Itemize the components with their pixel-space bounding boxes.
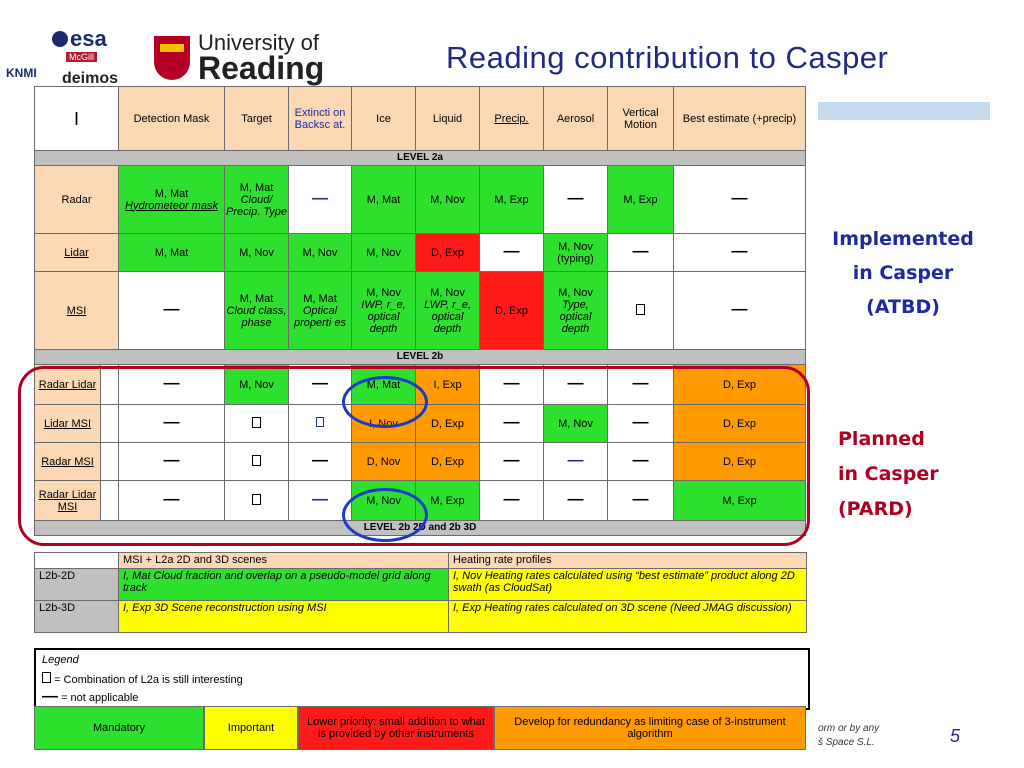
level-2b-2d-3d-label: LEVEL 2b 2D and 2b 3D — [35, 521, 806, 536]
cell: M, Exp — [608, 166, 674, 234]
cell-na: — — [289, 365, 352, 405]
cell: M, Exp — [480, 166, 544, 234]
cell — [119, 166, 225, 234]
cell: M, Nov — [225, 234, 289, 272]
cell: M, Exp — [674, 481, 806, 521]
highlight-oval — [342, 376, 428, 428]
lower-cell: I, Exp Heating rates calculated on 3D scene (Need JMAG discussion) — [449, 601, 807, 633]
header-best-estimate: Best estimate (+precip) — [674, 87, 806, 151]
cell — [352, 272, 416, 350]
header-ice: Ice — [352, 87, 416, 151]
cell — [289, 272, 352, 350]
reading-crest-icon — [154, 36, 190, 80]
cell: D, Exp — [416, 234, 480, 272]
title-decoration-bar — [818, 102, 990, 120]
row-label-lidar: Lidar — [35, 234, 119, 272]
knmi-logo: KNMI — [6, 66, 37, 80]
cell: M, Mat — [352, 166, 416, 234]
cell-na: — — [674, 272, 806, 350]
cell: D, Exp — [674, 365, 806, 405]
cell-na: — — [544, 443, 608, 481]
cell-na: — — [119, 365, 225, 405]
cell: D, Nov — [352, 443, 416, 481]
cell-subtext: Type, optical depth — [559, 298, 592, 335]
cell-na: — — [119, 443, 225, 481]
cell: D, Exp — [416, 443, 480, 481]
implemented-line: in Casper — [852, 262, 954, 284]
cell-na: — — [674, 166, 806, 234]
cell-subtext: Cloud/ Precip. Type — [226, 193, 287, 218]
priority-mandatory: Mandatory — [34, 706, 204, 750]
cell-text: M, Nov — [366, 286, 401, 299]
cell-na: — — [480, 481, 544, 521]
header-target: Target — [225, 87, 289, 151]
cell: D, Exp — [480, 272, 544, 350]
footer-line: orm or by any — [818, 723, 880, 734]
row-label-radar-lidar-msi: Radar Lidar MSI — [35, 481, 101, 521]
row-label-radar: Radar — [35, 166, 119, 234]
cell-na: — — [608, 365, 674, 405]
level-2b-label: LEVEL 2b — [35, 350, 806, 365]
mcgill-logo: McGill — [66, 52, 97, 62]
cell: D, Exp — [674, 443, 806, 481]
cell-na: — — [480, 365, 544, 405]
header-liquid: Liquid — [416, 87, 480, 151]
cell — [544, 272, 608, 350]
cell-na: — — [544, 166, 608, 234]
lower-row-label-2d: L2b-2D — [35, 569, 119, 601]
cell-subtext: Optical properti es — [294, 304, 346, 329]
level-2a-label: LEVEL 2a — [35, 151, 806, 166]
legend-na — [42, 688, 138, 706]
row-label-lidar-msi: Lidar MSI — [35, 405, 101, 443]
cell-na: — — [544, 481, 608, 521]
lower-header-scenes: MSI + L2a 2D and 3D scenes — [119, 553, 449, 569]
header-extinction: Extincti on Backsc at. — [289, 87, 352, 151]
implemented-label — [818, 222, 988, 324]
cell-na: — — [608, 234, 674, 272]
priority-develop: Develop for redundancy as limiting case of 3-instrument algorithm — [494, 706, 806, 750]
lower-cell: I, Nov Heating rates calculated using “best estimate” product along 2D swath (as CloudSat) — [449, 569, 807, 601]
header-detection-mask: Detection Mask — [119, 87, 225, 151]
cell: M, Nov — [416, 166, 480, 234]
cell-text: M, Mat — [239, 181, 274, 194]
esa-logo: esa — [52, 26, 107, 52]
cell-na: — — [289, 443, 352, 481]
row-label-radar-msi: Radar MSI — [35, 443, 101, 481]
cell-subtext: IWP, r_e, optical depth — [361, 298, 406, 335]
slide-title: Reading contribution to Casper — [446, 40, 889, 75]
cell: M, Exp — [416, 481, 480, 521]
cell-text: M, Nov — [558, 286, 593, 299]
cell-na: — — [289, 166, 352, 234]
row-label-msi: MSI — [35, 272, 119, 350]
lower-row-label-3d: L2b-3D — [35, 601, 119, 633]
legend — [34, 648, 810, 710]
box-icon — [42, 672, 51, 683]
legend-combination — [42, 672, 243, 686]
priority-important: Important — [204, 706, 298, 750]
blank-cell — [35, 553, 119, 569]
footer-line: š Space S.L. — [818, 737, 875, 748]
cell-na: — — [480, 443, 544, 481]
cell-na: — — [608, 481, 674, 521]
cell-na: — — [608, 443, 674, 481]
legend-na-text: = not applicable — [61, 692, 139, 704]
cell: M, Nov — [352, 234, 416, 272]
cell: I, Nov — [352, 405, 416, 443]
cell: D, Exp — [416, 405, 480, 443]
cell — [225, 166, 289, 234]
reading-logo-line1: University of — [198, 30, 320, 55]
cell-na: — — [119, 405, 225, 443]
cell: M, Nov — [225, 365, 289, 405]
lower-header-heating: Heating rate profiles — [449, 553, 807, 569]
legend-title: Legend — [42, 654, 79, 666]
lower-cell: I, Exp 3D Scene reconstruction using MSI — [119, 601, 449, 633]
cell-text: M, Mat — [303, 292, 337, 305]
footer-text — [818, 722, 879, 750]
cell — [416, 272, 480, 350]
cell-na: — — [544, 365, 608, 405]
header-aerosol: Aerosol — [544, 87, 608, 151]
cell-subtext: Hydrometeor mask — [125, 199, 218, 212]
implemented-line: (ATBD) — [866, 296, 940, 318]
lower-cell: I, Mat Cloud fraction and overlap on a pseudo-model grid along track — [119, 569, 449, 601]
header-precip: Precip. — [480, 87, 544, 151]
cell: M, Nov — [289, 234, 352, 272]
planned-label — [838, 422, 939, 527]
cell-na: — — [674, 234, 806, 272]
implemented-line: Implemented — [832, 228, 974, 250]
cell: I, Exp — [416, 365, 480, 405]
cell-na: — — [119, 272, 225, 350]
cell: M, Nov — [352, 481, 416, 521]
cell: M, Mat — [119, 234, 225, 272]
scene-table — [34, 552, 807, 633]
cell-subtext: Cloud class, phase — [226, 304, 287, 329]
table-corner: I — [35, 87, 119, 151]
dash-icon: — — [42, 688, 58, 705]
cell-na: — — [289, 481, 352, 521]
cell: D, Exp — [674, 405, 806, 443]
planned-line: Planned — [838, 428, 925, 450]
cell-text: M, Nov — [430, 286, 465, 299]
row-label-radar-lidar: Radar Lidar — [35, 365, 101, 405]
deimos-logo: deimos — [62, 70, 119, 87]
cell-na: — — [608, 405, 674, 443]
cell-na: — — [480, 405, 544, 443]
planned-line: in Casper — [838, 463, 939, 485]
reading-logo-line2: Reading — [198, 50, 325, 86]
cell — [225, 272, 289, 350]
cell-combination — [608, 272, 674, 350]
cell: M, Nov (typing) — [544, 234, 608, 272]
planned-line: (PARD) — [838, 498, 913, 520]
highlight-oval — [342, 488, 428, 542]
cell: M, Mat — [352, 365, 416, 405]
cell: M, Nov — [544, 405, 608, 443]
legend-combination-text: = Combination of L2a is still interesting — [54, 674, 243, 686]
header-vertical-motion: Vertical Motion — [608, 87, 674, 151]
priority-lower: Lower priority: small addition to what is provided by other instruments — [298, 706, 494, 750]
cell-na: — — [480, 234, 544, 272]
page-number: 5 — [950, 726, 961, 746]
cell-text: M, Mat — [154, 187, 189, 200]
cell-subtext: LWP, r_e, optical depth — [423, 298, 472, 335]
cell-text: M, Mat — [239, 292, 274, 305]
cell-na: — — [119, 481, 225, 521]
